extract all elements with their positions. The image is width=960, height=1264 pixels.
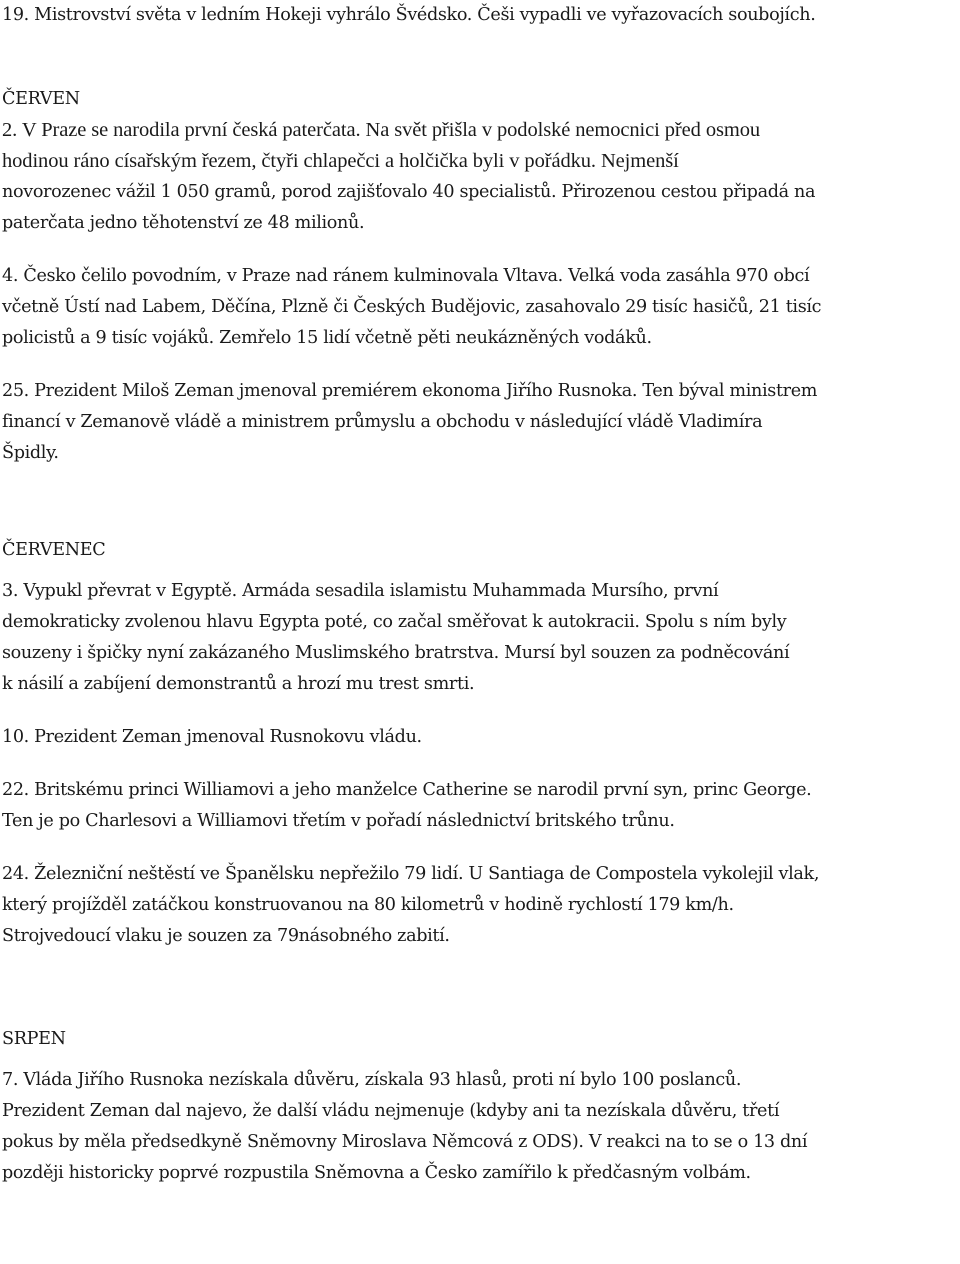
text-line: který projížděl zatáčkou konstruovanou na 80 kilometrů v hodině rychlostí 179 km/h. <box>2 895 734 915</box>
entry-25 <box>2 376 958 469</box>
entry-24 <box>2 859 958 952</box>
text-line: paterčata jedno těhotenství ze 48 milionů. <box>2 213 365 233</box>
text-line: novorozenec vážil 1 050 gramů, porod zajišťovalo 40 specialistů. Přirozenou cestou připadá na <box>2 182 816 202</box>
text-line: 19. Mistrovství světa v ledním Hokeji vyhrálo Švédsko. Češi vypadli ve vyřazovacích soubojích. <box>2 5 816 25</box>
text-line: 10. Prezident Zeman jmenoval Rusnokovu vládu. <box>2 727 422 747</box>
month-heading-srpen <box>2 1024 958 1055</box>
text-line: 22. Britskému princi Williamovi a jeho manželce Catherine se narodil první syn, princ George. <box>2 780 812 800</box>
text-line: hodinou ráno císařským řezem, čtyři chlapečci a holčička byli v pořádku. Nejmenší <box>2 150 679 172</box>
text-line: Prezident Zeman dal najevo, že další vládu nejmenuje (kdyby ani ta nezískala důvěru, třetí <box>2 1101 780 1121</box>
entry-10 <box>2 722 958 753</box>
entry-7 <box>2 1065 958 1189</box>
text-line: později historicky poprvé rozpustila Sněmovna a Česko zamířilo k předčasným volbám. <box>2 1163 751 1183</box>
month-heading-cervenec <box>2 535 958 566</box>
text-line: Špidly. <box>2 443 59 463</box>
month-heading: SRPEN <box>2 1029 66 1049</box>
text-line: souzeny i špičky nyní zakázaného Muslimského bratrstva. Mursí byl souzen za podněcování <box>2 643 790 663</box>
text-line: 4. Česko čelilo povodním, v Praze nad ránem kulminovala Vltava. Velká voda zasáhla 970 obcí <box>2 266 810 286</box>
text-line: Strojvedoucí vlaku je souzen za 79násobného zabití. <box>2 926 450 946</box>
text-line: 24. Železniční neštěstí ve Španělsku nepřežilo 79 lidí. U Santiaga de Compostela vykolejil vlak, <box>2 864 820 884</box>
entry-22 <box>2 775 958 837</box>
text-line: 3. Vypukl převrat v Egyptě. Armáda sesadila islamistu Muhammada Mursího, první <box>2 581 719 601</box>
entry-19 <box>2 0 958 31</box>
text-line: k násilí a zabíjení demonstrantů a hrozí mu trest smrti. <box>2 674 475 694</box>
text-line: 2. V Praze se narodila první česká paterčata. Na svět přišla v podolské nemocnici před osmou <box>2 119 760 141</box>
text-line: 25. Prezident Miloš Zeman jmenoval premiérem ekonoma Jiřího Rusnoka. Ten býval ministrem <box>2 381 818 401</box>
month-heading: ČERVEN <box>2 89 80 109</box>
text-line: Ten je po Charlesovi a Williamovi třetím v pořadí následnictví britského trůnu. <box>2 811 675 831</box>
entry-2 <box>2 115 958 239</box>
entry-4 <box>2 261 958 354</box>
month-heading-cerven <box>2 84 958 115</box>
text-line: včetně Ústí nad Labem, Děčína, Plzně či Českých Budějovic, zasahovalo 29 tisíc hasičů, 21 tisíc <box>2 297 822 317</box>
text-line: demokraticky zvolenou hlavu Egypta poté, co začal směřovat k autokracii. Spolu s ním byly <box>2 612 787 632</box>
text-line: financí v Zemanově vládě a ministrem průmyslu a obchodu v následující vládě Vladimíra <box>2 412 763 432</box>
text-line: pokus by měla předsedkyně Sněmovny Miroslava Němcová z ODS). V reakci na to se o 13 dní <box>2 1132 808 1152</box>
entry-3 <box>2 576 958 700</box>
text-line: policistů a 9 tisíc vojáků. Zemřelo 15 lidí včetně pěti neukázněných vodáků. <box>2 328 652 348</box>
text-line: 7. Vláda Jiřího Rusnoka nezískala důvěru, získala 93 hlasů, proti ní bylo 100 poslanců. <box>2 1070 742 1090</box>
month-heading: ČERVENEC <box>2 540 106 560</box>
